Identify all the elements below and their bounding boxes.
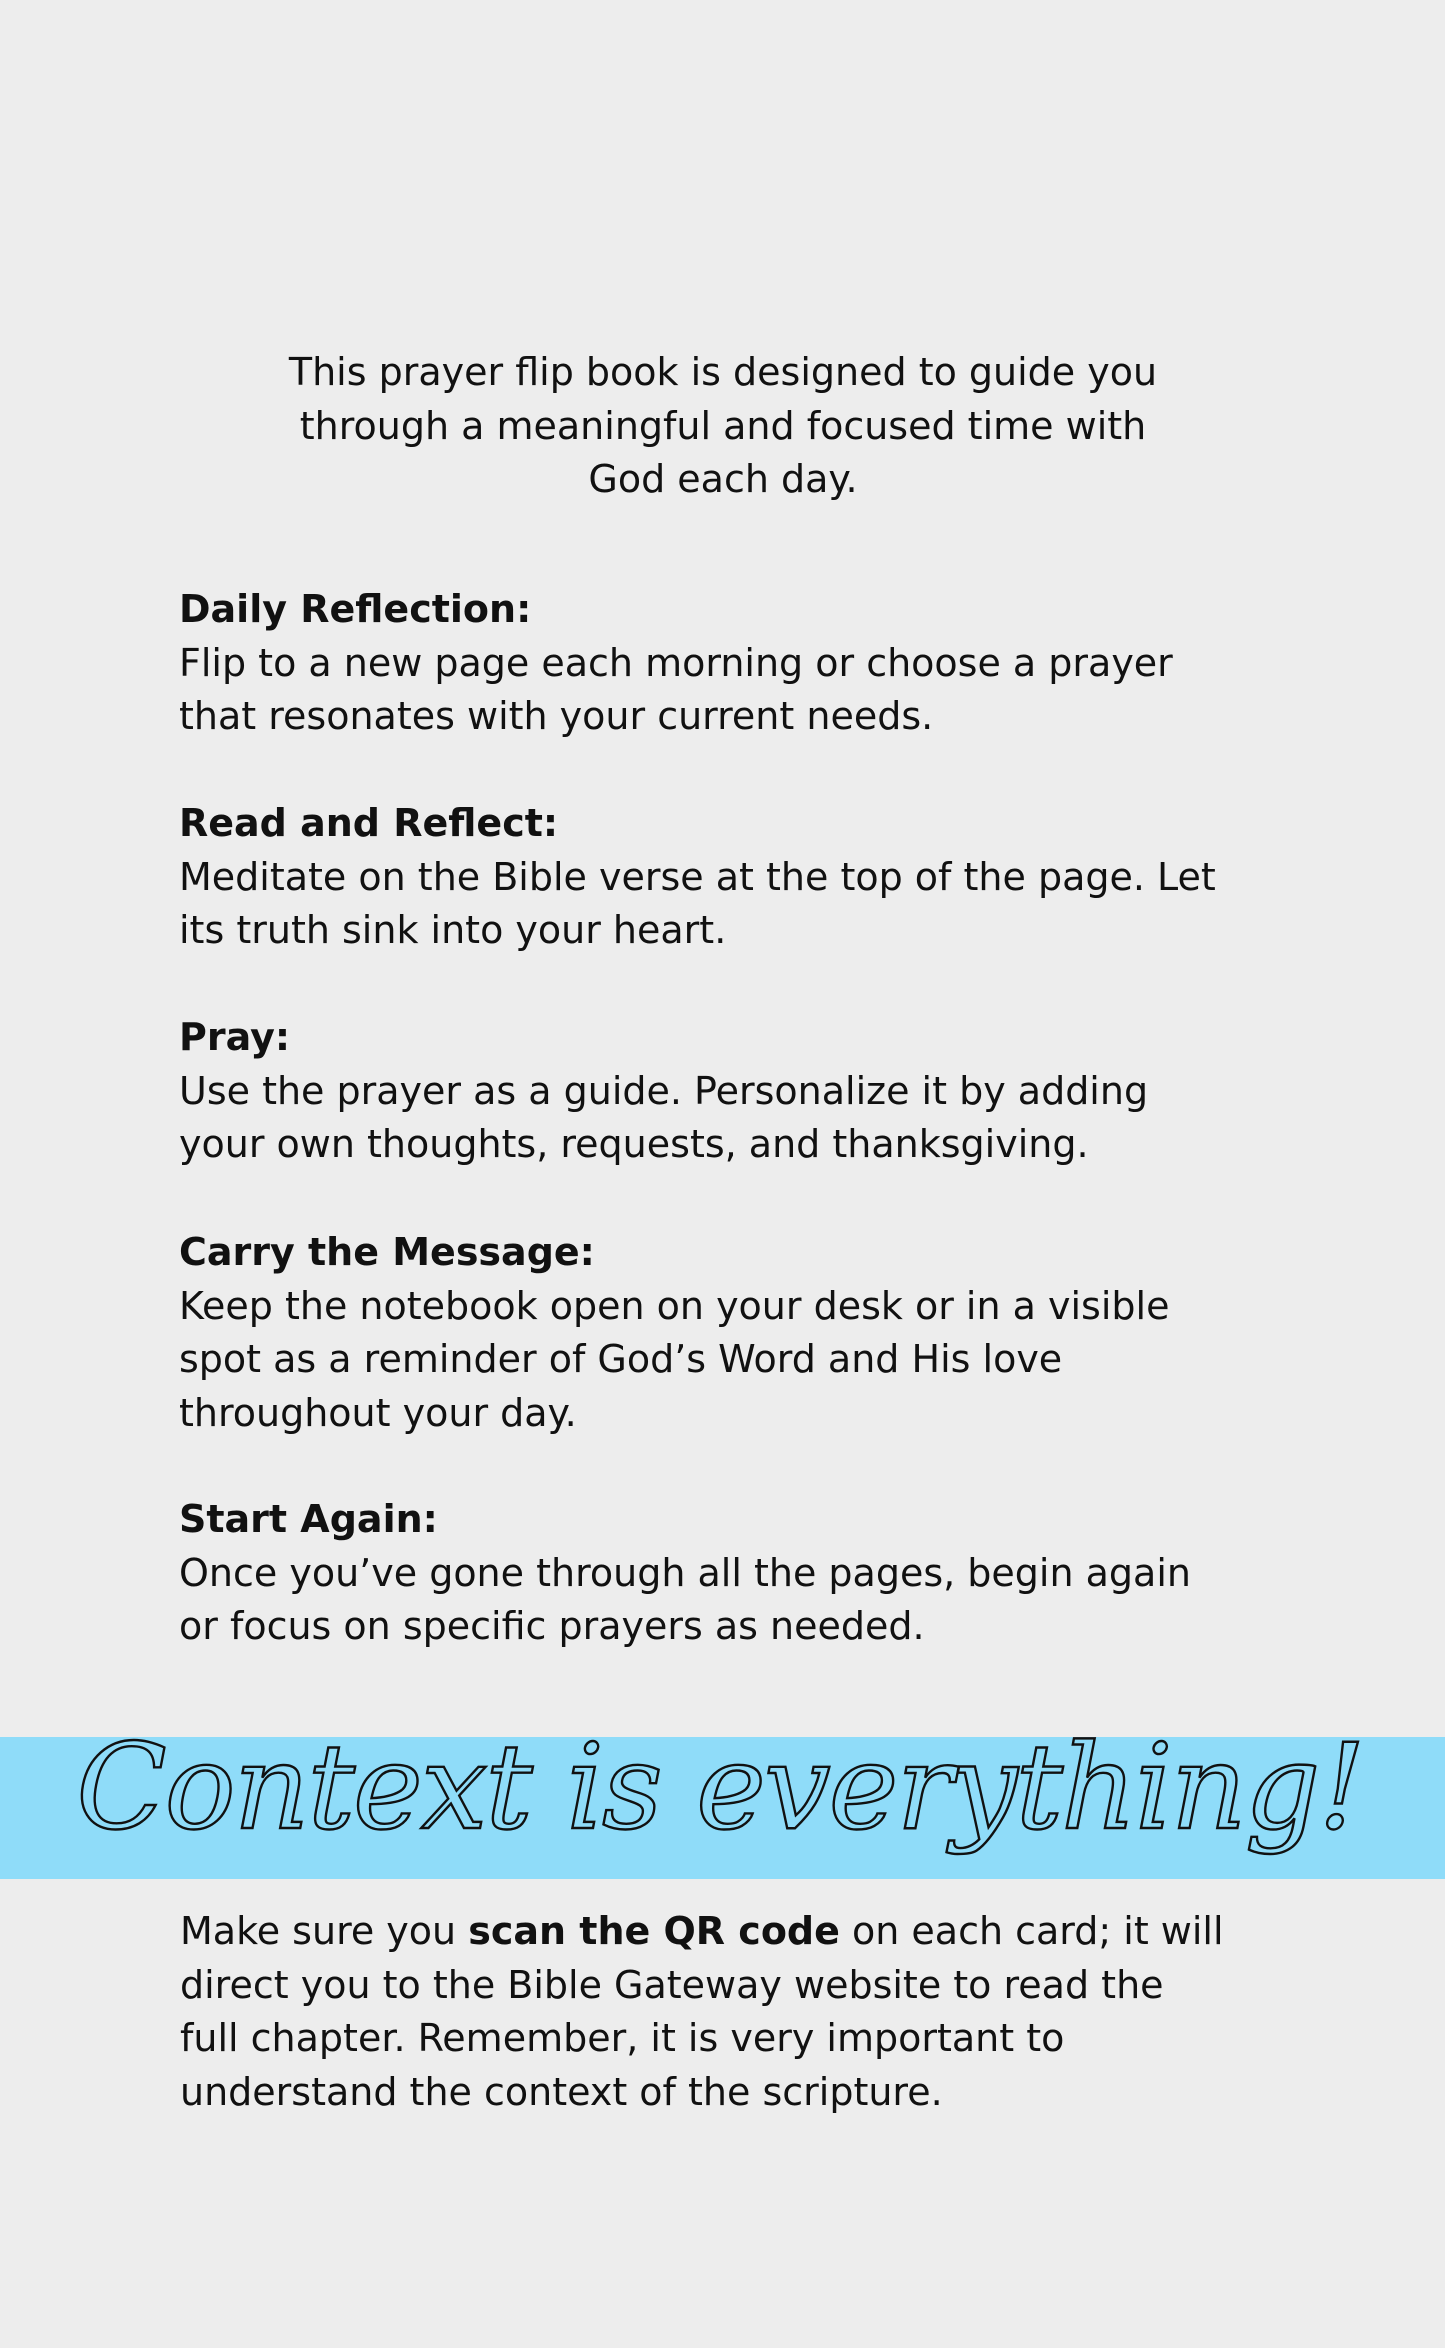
outro-line: full chapter. Remember, it is very important to [180, 2016, 1065, 2060]
section-line: Flip to a new page each morning or choose a prayer [179, 640, 1173, 685]
section-line: Once you’ve gone through all the pages, begin again [179, 1550, 1191, 1595]
section-line: spot as a reminder of God’s Word and His love [179, 1337, 1063, 1381]
section-heading: Read and Reflect: [179, 801, 559, 845]
section-line: Meditate on the Bible verse at the top of the page. Let [179, 854, 1216, 899]
section-daily-reflection [179, 583, 1279, 744]
intro-line: God each day. [588, 457, 858, 501]
section-line: your own thoughts, requests, and thanksgiving. [179, 1122, 1089, 1166]
section-heading: Carry the Message: [179, 1230, 595, 1274]
section-line: that resonates with your current needs. [179, 694, 934, 738]
section-read-and-reflect [179, 797, 1279, 958]
section-carry-the-message [179, 1226, 1279, 1440]
section-line: its truth sink into your heart. [179, 908, 727, 952]
section-start-again [179, 1493, 1279, 1654]
section-line: or focus on specific prayers as needed. [179, 1604, 925, 1648]
section-line: Keep the notebook open on your desk or in a visible [179, 1283, 1170, 1328]
banner-script-text: Context is everything! [76, 1718, 1364, 1856]
banner-script-heading [76, 1700, 1364, 1900]
intro-paragraph [240, 346, 1206, 507]
intro-line: through a meaningful and focused time with [299, 403, 1147, 448]
outro-text: on each card; it will [839, 1909, 1224, 1953]
section-line: throughout your day. [179, 1390, 577, 1435]
section-pray [179, 1011, 1279, 1172]
section-line: Use the prayer as a guide. Personalize it by adding [179, 1068, 1149, 1113]
outro-line [180, 1905, 1280, 1959]
section-heading: Start Again: [179, 1497, 438, 1541]
section-heading: Daily Reflection: [179, 587, 532, 631]
intro-line: This prayer flip book is designed to guide you [288, 350, 1158, 394]
outro-text: Make sure you [180, 1909, 469, 1953]
outro-line: direct you to the Bible Gateway website to read the [180, 1962, 1164, 2007]
section-heading: Pray: [179, 1015, 291, 1059]
qr-code-emphasis: scan the QR code [468, 1909, 840, 1953]
outro-paragraph [180, 1905, 1280, 2119]
outro-line: understand the context of the scripture. [180, 2069, 943, 2114]
